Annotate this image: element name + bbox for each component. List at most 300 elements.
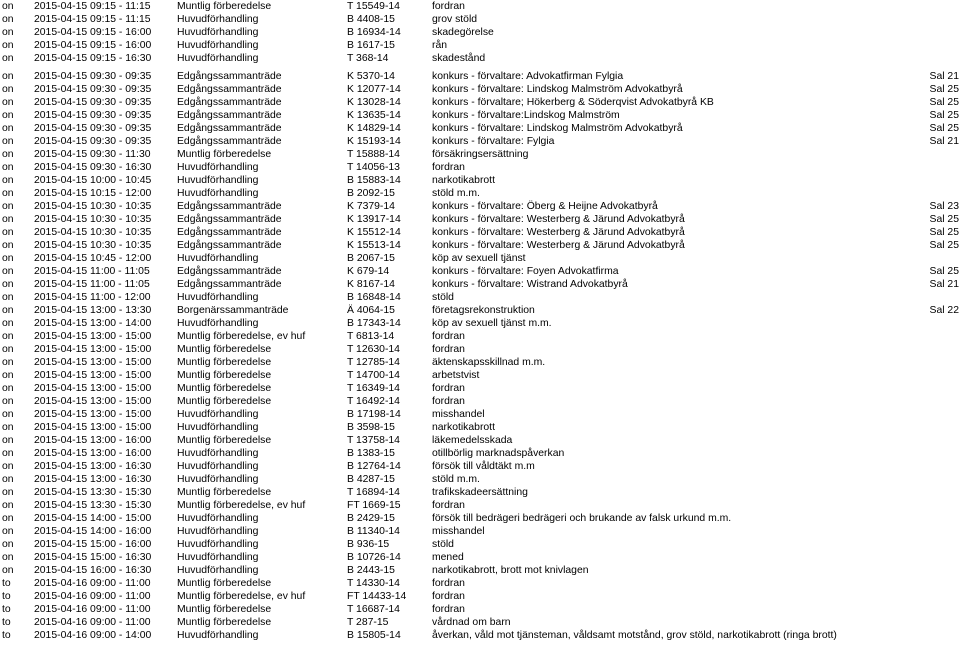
weekday-cell: on [2, 305, 14, 317]
case-number-cell: K 679-14 [347, 266, 390, 278]
schedule-row [0, 83, 960, 96]
matter-description-cell: konkurs - förvaltare: Advokatfirman Fylgia [432, 71, 624, 83]
matter-description-cell: läkemedelsskada [432, 435, 513, 447]
matter-description-cell: fordran [432, 396, 465, 408]
hearing-type-cell: Muntlig förberedelse, ev huf [177, 331, 306, 343]
matter-description-cell: fordran [432, 383, 465, 395]
case-number-cell: B 2067-15 [347, 253, 395, 265]
hearing-type-cell: Muntlig förberedelse [177, 617, 272, 629]
case-number-cell: B 16848-14 [347, 292, 401, 304]
matter-description-cell: misshandel [432, 526, 485, 538]
matter-description-cell: köp av sexuell tjänst [432, 253, 526, 265]
schedule-row [0, 395, 960, 408]
hearing-type-cell: Edgångssammanträde [177, 227, 282, 239]
weekday-cell: on [2, 14, 14, 25]
matter-description-cell: rån [432, 40, 448, 51]
weekday-cell: on [2, 513, 14, 525]
room-cell: Sal 22 [929, 305, 959, 317]
weekday-cell: on [2, 188, 14, 200]
case-number-cell: T 16894-14 [347, 487, 400, 499]
hearing-type-cell: Huvudförhandling [177, 422, 259, 434]
time-cell: 2015-04-15 13:00 - 15:00 [34, 396, 152, 408]
matter-description-cell: konkurs - förvaltare: Fylgia [432, 136, 555, 148]
weekday-cell: to [2, 617, 11, 629]
schedule-row [0, 291, 960, 304]
weekday-cell: on [2, 136, 14, 148]
schedule-row [0, 252, 960, 265]
hearing-type-cell: Huvudförhandling [177, 292, 259, 304]
hearing-type-cell: Huvudförhandling [177, 565, 259, 577]
time-cell: 2015-04-15 10:15 - 12:00 [34, 188, 152, 200]
hearing-type-cell: Huvudförhandling [177, 474, 259, 486]
schedule-row [0, 356, 960, 369]
schedule-row [0, 616, 960, 629]
time-cell: 2015-04-15 09:30 - 09:35 [34, 97, 152, 109]
case-number-cell: K 14829-14 [347, 123, 401, 135]
matter-description-cell: konkurs - förvaltare: Lindskog Malmström Advokatbyrå [432, 84, 683, 96]
case-number-cell: B 1617-15 [347, 40, 395, 51]
matter-description-cell: fordran [432, 331, 465, 343]
time-cell: 2015-04-15 10:30 - 10:35 [34, 214, 152, 226]
room-cell: Sal 25 [929, 84, 959, 96]
hearing-type-cell: Muntlig förberedelse, ev huf [177, 591, 306, 603]
case-number-cell: FT 1669-15 [347, 500, 401, 512]
schedule-row [0, 161, 960, 174]
schedule-row [0, 26, 960, 39]
weekday-cell: on [2, 526, 14, 538]
time-cell: 2015-04-15 10:30 - 10:35 [34, 240, 152, 252]
matter-description-cell: skadegörelse [432, 27, 494, 38]
case-number-cell: T 13758-14 [347, 435, 400, 447]
schedule-row [0, 13, 960, 26]
time-cell: 2015-04-15 09:30 - 09:35 [34, 110, 152, 122]
schedule-row [0, 629, 960, 642]
time-cell: 2015-04-16 09:00 - 11:00 [34, 591, 151, 603]
weekday-cell: on [2, 500, 14, 512]
weekday-cell: on [2, 370, 14, 382]
weekday-cell: on [2, 331, 14, 343]
time-cell: 2015-04-15 09:15 - 11:15 [34, 1, 151, 12]
case-number-cell: B 10726-14 [347, 552, 401, 564]
case-number-cell: B 16934-14 [347, 27, 401, 38]
schedule-row [0, 317, 960, 330]
hearing-type-cell: Huvudförhandling [177, 162, 259, 174]
time-cell: 2015-04-15 09:30 - 16:30 [34, 162, 152, 174]
case-number-cell: K 12077-14 [347, 84, 401, 96]
time-cell: 2015-04-15 13:00 - 15:00 [34, 370, 152, 382]
weekday-cell: on [2, 71, 14, 83]
schedule-row [0, 590, 960, 603]
matter-description-cell: misshandel [432, 409, 485, 421]
schedule-row [0, 52, 960, 65]
hearing-type-cell: Muntlig förberedelse [177, 487, 272, 499]
matter-description-cell: stöld m.m. [432, 188, 480, 200]
schedule-row [0, 382, 960, 395]
hearing-type-cell: Edgångssammanträde [177, 266, 282, 278]
hearing-type-cell: Huvudförhandling [177, 188, 259, 200]
weekday-cell: on [2, 266, 14, 278]
matter-description-cell: konkurs - förvaltare: Westerberg & Järund Advokatbyrå [432, 214, 685, 226]
matter-description-cell: försök till våldtäkt m.m [432, 461, 535, 473]
case-number-cell: T 14056-13 [347, 162, 400, 174]
case-number-cell: B 3598-15 [347, 422, 395, 434]
matter-description-cell: narkotikabrott, brott mot knivlagen [432, 565, 589, 577]
hearing-type-cell: Huvudförhandling [177, 513, 259, 525]
case-number-cell: FT 14433-14 [347, 591, 407, 603]
case-number-cell: B 17343-14 [347, 318, 401, 330]
case-number-cell: B 2443-15 [347, 565, 395, 577]
weekday-cell: on [2, 383, 14, 395]
schedule-row [0, 226, 960, 239]
weekday-cell: on [2, 227, 14, 239]
weekday-cell: on [2, 461, 14, 473]
hearing-type-cell: Huvudförhandling [177, 409, 259, 421]
weekday-cell: to [2, 578, 11, 590]
matter-description-cell: fordran [432, 604, 465, 616]
room-cell: Sal 23 [929, 201, 959, 213]
matter-description-cell: narkotikabrott [432, 175, 495, 187]
matter-description-cell: vårdnad om barn [432, 617, 511, 629]
hearing-type-cell: Huvudförhandling [177, 448, 259, 460]
time-cell: 2015-04-15 13:00 - 16:00 [34, 448, 152, 460]
matter-description-cell: köp av sexuell tjänst m.m. [432, 318, 552, 330]
matter-description-cell: fordran [432, 578, 465, 590]
time-cell: 2015-04-15 10:45 - 12:00 [34, 253, 152, 265]
hearing-type-cell: Huvudförhandling [177, 53, 259, 64]
hearing-type-cell: Edgångssammanträde [177, 136, 282, 148]
hearing-type-cell: Huvudförhandling [177, 40, 259, 51]
matter-description-cell: konkurs - förvaltare:Lindskog Malmström [432, 110, 620, 122]
hearing-type-cell: Edgångssammanträde [177, 240, 282, 252]
matter-description-cell: stöld m.m. [432, 474, 480, 486]
time-cell: 2015-04-15 13:30 - 15:30 [34, 500, 152, 512]
weekday-cell: on [2, 565, 14, 577]
case-number-cell: T 12785-14 [347, 357, 400, 369]
case-number-cell: Ä 4064-15 [347, 305, 395, 317]
weekday-cell: on [2, 149, 14, 161]
case-number-cell: B 15883-14 [347, 175, 401, 187]
weekday-cell: on [2, 27, 14, 38]
matter-description-cell: konkurs - förvaltare: Foyen Advokatfirma [432, 266, 619, 278]
weekday-cell: on [2, 344, 14, 356]
case-number-cell: B 1383-15 [347, 448, 395, 460]
schedule-row [0, 109, 960, 122]
case-number-cell: T 15549-14 [347, 1, 400, 12]
case-number-cell: K 15512-14 [347, 227, 401, 239]
time-cell: 2015-04-15 13:00 - 15:00 [34, 344, 152, 356]
schedule-row [0, 447, 960, 460]
case-number-cell: B 12764-14 [347, 461, 401, 473]
room-cell: Sal 25 [929, 227, 959, 239]
case-number-cell: T 287-15 [347, 617, 389, 629]
schedule-row [0, 213, 960, 226]
matter-description-cell: skadestånd [432, 53, 486, 64]
case-number-cell: K 7379-14 [347, 201, 395, 213]
schedule-row [0, 187, 960, 200]
hearing-type-cell: Huvudförhandling [177, 461, 259, 473]
schedule-row [0, 135, 960, 148]
case-number-cell: T 15888-14 [347, 149, 400, 161]
hearing-type-cell: Muntlig förberedelse [177, 578, 272, 590]
case-number-cell: T 12630-14 [347, 344, 400, 356]
matter-description-cell: mened [432, 552, 464, 564]
matter-description-cell: fordran [432, 344, 465, 356]
schedule-row [0, 525, 960, 538]
matter-description-cell: konkurs - förvaltare: Öberg & Heijne Advokatbyrå [432, 201, 658, 213]
matter-description-cell: otillbörlig marknadspåverkan [432, 448, 565, 460]
schedule-row [0, 603, 960, 616]
hearing-type-cell: Muntlig förberedelse [177, 370, 272, 382]
hearing-type-cell: Huvudförhandling [177, 253, 259, 265]
weekday-cell: on [2, 409, 14, 421]
schedule-row [0, 408, 960, 421]
schedule-row [0, 278, 960, 291]
room-cell: Sal 25 [929, 240, 959, 252]
weekday-cell: on [2, 474, 14, 486]
case-number-cell: K 15193-14 [347, 136, 401, 148]
case-number-cell: B 936-15 [347, 539, 390, 551]
hearing-type-cell: Muntlig förberedelse [177, 344, 272, 356]
hearing-type-cell: Huvudförhandling [177, 14, 259, 25]
room-cell: Sal 21 [929, 279, 959, 291]
case-number-cell: K 13917-14 [347, 214, 401, 226]
schedule-row [0, 174, 960, 187]
matter-description-cell: stöld [432, 539, 454, 551]
hearing-type-cell: Huvudförhandling [177, 552, 259, 564]
weekday-cell: on [2, 318, 14, 330]
weekday-cell: on [2, 552, 14, 564]
hearing-type-cell: Huvudförhandling [177, 318, 259, 330]
case-number-cell: K 13028-14 [347, 97, 401, 109]
schedule-row [0, 343, 960, 356]
time-cell: 2015-04-15 13:00 - 14:00 [34, 318, 152, 330]
time-cell: 2015-04-15 13:00 - 13:30 [34, 305, 152, 317]
time-cell: 2015-04-15 09:30 - 09:35 [34, 71, 152, 83]
hearing-type-cell: Muntlig förberedelse, ev huf [177, 500, 306, 512]
schedule-row [0, 369, 960, 382]
hearing-type-cell: Edgångssammanträde [177, 123, 282, 135]
case-number-cell: T 16687-14 [347, 604, 400, 616]
matter-description-cell: konkurs - förvaltare: Wistrand Advokatbyrå [432, 279, 628, 291]
matter-description-cell: stöld [432, 292, 454, 304]
time-cell: 2015-04-15 11:00 - 12:00 [34, 292, 151, 304]
hearing-type-cell: Huvudförhandling [177, 175, 259, 187]
hearing-type-cell: Huvudförhandling [177, 630, 259, 642]
schedule-row [0, 200, 960, 213]
schedule-row [0, 330, 960, 343]
time-cell: 2015-04-16 09:00 - 11:00 [34, 604, 151, 616]
matter-description-cell: konkurs - förvaltare: Westerberg & Järund Advokatbyrå [432, 227, 685, 239]
room-cell: Sal 25 [929, 110, 959, 122]
schedule-row [0, 96, 960, 109]
case-number-cell: K 5370-14 [347, 71, 395, 83]
weekday-cell: on [2, 162, 14, 174]
weekday-cell: on [2, 214, 14, 226]
time-cell: 2015-04-15 13:00 - 16:30 [34, 474, 152, 486]
schedule-row [0, 0, 960, 13]
time-cell: 2015-04-15 13:00 - 15:00 [34, 422, 152, 434]
time-cell: 2015-04-15 10:00 - 10:45 [34, 175, 152, 187]
case-number-cell: B 2429-15 [347, 513, 395, 525]
schedule-row [0, 122, 960, 135]
time-cell: 2015-04-15 09:30 - 09:35 [34, 123, 152, 135]
matter-description-cell: fordran [432, 1, 465, 12]
weekday-cell: on [2, 84, 14, 96]
weekday-cell: on [2, 357, 14, 369]
weekday-cell: on [2, 40, 14, 51]
time-cell: 2015-04-15 15:00 - 16:30 [34, 552, 152, 564]
matter-description-cell: äktenskapsskillnad m.m. [432, 357, 546, 369]
hearing-type-cell: Muntlig förberedelse [177, 383, 272, 395]
case-number-cell: T 16492-14 [347, 396, 400, 408]
schedule-row [0, 304, 960, 317]
case-number-cell: B 2092-15 [347, 188, 395, 200]
room-cell: Sal 21 [929, 71, 959, 83]
hearing-type-cell: Edgångssammanträde [177, 97, 282, 109]
matter-description-cell: försök till bedrägeri bedrägeri och brukande av falsk urkund m.m. [432, 513, 732, 525]
weekday-cell: to [2, 591, 11, 603]
case-number-cell: T 368-14 [347, 53, 389, 64]
schedule-row [0, 421, 960, 434]
hearing-type-cell: Edgångssammanträde [177, 110, 282, 122]
matter-description-cell: trafikskadeersättning [432, 487, 528, 499]
schedule-row [0, 564, 960, 577]
time-cell: 2015-04-15 11:00 - 11:05 [34, 266, 150, 278]
schedule-row [0, 148, 960, 161]
schedule-row [0, 265, 960, 278]
hearing-type-cell: Muntlig förberedelse [177, 604, 272, 616]
room-cell: Sal 25 [929, 214, 959, 226]
case-number-cell: B 11340-14 [347, 526, 400, 538]
hearing-type-cell: Huvudförhandling [177, 27, 259, 38]
time-cell: 2015-04-15 13:00 - 15:00 [34, 357, 152, 369]
case-number-cell: K 8167-14 [347, 279, 395, 291]
hearing-type-cell: Muntlig förberedelse [177, 435, 272, 447]
hearing-type-cell: Edgångssammanträde [177, 84, 282, 96]
case-number-cell: T 14700-14 [347, 370, 400, 382]
room-cell: Sal 25 [929, 266, 959, 278]
schedule-row [0, 39, 960, 52]
matter-description-cell: konkurs - förvaltare: Westerberg & Järund Advokatbyrå [432, 240, 685, 252]
weekday-cell: on [2, 487, 14, 499]
schedule-row [0, 460, 960, 473]
matter-description-cell: fordran [432, 591, 465, 603]
case-number-cell: B 4408-15 [347, 14, 395, 25]
weekday-cell: on [2, 97, 14, 109]
schedule-row [0, 512, 960, 525]
hearing-type-cell: Borgenärssammanträde [177, 305, 289, 317]
room-cell: Sal 25 [929, 123, 959, 135]
weekday-cell: on [2, 435, 14, 447]
weekday-cell: to [2, 630, 11, 642]
time-cell: 2015-04-15 14:00 - 16:00 [34, 526, 152, 538]
weekday-cell: on [2, 123, 14, 135]
matter-description-cell: fordran [432, 162, 465, 174]
weekday-cell: on [2, 53, 14, 64]
weekday-cell: on [2, 539, 14, 551]
schedule-row [0, 473, 960, 486]
hearing-type-cell: Muntlig förberedelse [177, 1, 272, 12]
hearing-type-cell: Huvudförhandling [177, 526, 259, 538]
weekday-cell: on [2, 1, 14, 12]
time-cell: 2015-04-15 13:00 - 16:30 [34, 461, 152, 473]
weekday-cell: on [2, 292, 14, 304]
weekday-cell: on [2, 422, 14, 434]
matter-description-cell: företagsrekonstruktion [432, 305, 535, 317]
weekday-cell: on [2, 448, 14, 460]
matter-description-cell: grov stöld [432, 14, 478, 25]
schedule-row [0, 499, 960, 512]
time-cell: 2015-04-15 13:30 - 15:30 [34, 487, 152, 499]
time-cell: 2015-04-15 09:15 - 16:00 [34, 27, 152, 38]
room-cell: Sal 25 [929, 97, 959, 109]
matter-description-cell: konkurs - förvaltare; Hökerberg & Söderqvist Advokatbyrå KB [432, 97, 714, 109]
time-cell: 2015-04-15 15:00 - 16:00 [34, 539, 152, 551]
time-cell: 2015-04-15 09:30 - 09:35 [34, 84, 152, 96]
schedule-row [0, 486, 960, 499]
matter-description-cell: arbetstvist [432, 370, 480, 382]
schedule-row [0, 538, 960, 551]
room-cell: Sal 21 [929, 136, 959, 148]
matter-description-cell: fordran [432, 500, 465, 512]
weekday-cell: on [2, 110, 14, 122]
time-cell: 2015-04-16 09:00 - 11:00 [34, 617, 151, 629]
matter-description-cell: konkurs - förvaltare: Lindskog Malmström Advokatbyrå [432, 123, 683, 135]
case-number-cell: K 13635-14 [347, 110, 401, 122]
time-cell: 2015-04-15 09:15 - 16:30 [34, 53, 152, 64]
time-cell: 2015-04-15 11:00 - 11:05 [34, 279, 150, 291]
time-cell: 2015-04-15 10:30 - 10:35 [34, 201, 152, 213]
weekday-cell: on [2, 279, 14, 291]
time-cell: 2015-04-15 13:00 - 15:00 [34, 409, 152, 421]
case-number-cell: T 16349-14 [347, 383, 400, 395]
weekday-cell: on [2, 396, 14, 408]
hearing-type-cell: Edgångssammanträde [177, 279, 282, 291]
time-cell: 2015-04-15 09:30 - 09:35 [34, 136, 152, 148]
time-cell: 2015-04-15 09:30 - 11:30 [34, 149, 151, 161]
weekday-cell: on [2, 201, 14, 213]
case-number-cell: B 4287-15 [347, 474, 395, 486]
hearing-type-cell: Muntlig förberedelse [177, 357, 272, 369]
schedule-row [0, 551, 960, 564]
time-cell: 2015-04-16 09:00 - 11:00 [34, 578, 151, 590]
hearing-type-cell: Edgångssammanträde [177, 71, 282, 83]
case-number-cell: B 15805-14 [347, 630, 401, 642]
matter-description-cell: narkotikabrott [432, 422, 495, 434]
time-cell: 2015-04-15 09:15 - 16:00 [34, 40, 152, 51]
time-cell: 2015-04-16 09:00 - 14:00 [34, 630, 152, 642]
schedule-row [0, 434, 960, 447]
matter-description-cell: försäkringsersättning [432, 149, 529, 161]
case-number-cell: T 14330-14 [347, 578, 400, 590]
time-cell: 2015-04-15 16:00 - 16:30 [34, 565, 152, 577]
case-number-cell: K 15513-14 [347, 240, 401, 252]
hearing-type-cell: Muntlig förberedelse [177, 396, 272, 408]
time-cell: 2015-04-15 13:00 - 15:00 [34, 331, 152, 343]
matter-description-cell: åverkan, våld mot tjänsteman, våldsamt motstånd, grov stöld, narkotikabrott (ringa brott) [432, 630, 837, 642]
hearing-type-cell: Edgångssammanträde [177, 214, 282, 226]
time-cell: 2015-04-15 13:00 - 15:00 [34, 383, 152, 395]
time-cell: 2015-04-15 13:00 - 16:00 [34, 435, 152, 447]
case-number-cell: B 17198-14 [347, 409, 401, 421]
schedule-row [0, 70, 960, 83]
weekday-cell: on [2, 240, 14, 252]
hearing-type-cell: Muntlig förberedelse [177, 149, 272, 161]
case-number-cell: T 6813-14 [347, 331, 395, 343]
schedule-row [0, 239, 960, 252]
time-cell: 2015-04-15 14:00 - 15:00 [34, 513, 152, 525]
time-cell: 2015-04-15 10:30 - 10:35 [34, 227, 152, 239]
